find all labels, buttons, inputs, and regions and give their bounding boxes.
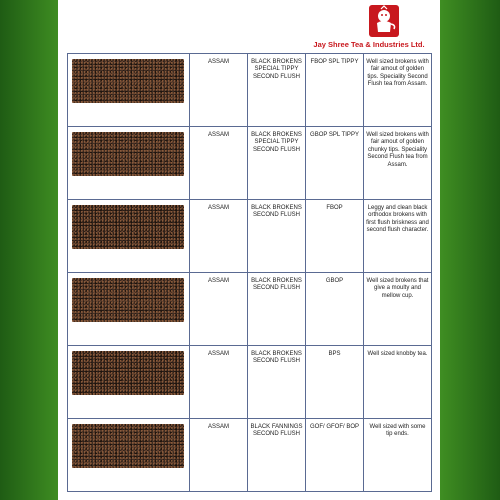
origin-cell: ASSAM xyxy=(190,273,248,346)
tea-leaf-image xyxy=(72,424,184,468)
tea-grades-table xyxy=(67,53,432,492)
description-cell: Well sized brokens that give a moulty and mellow cup. xyxy=(364,273,432,346)
code-cell: GBOP xyxy=(306,273,364,346)
table-row xyxy=(68,273,432,346)
grade-cell: BLACK FANNINGS SECOND FLUSH xyxy=(248,419,306,492)
company-name: Jay Shree Tea & Industries Ltd. xyxy=(313,40,425,49)
origin-cell: ASSAM xyxy=(190,127,248,200)
origin-cell: ASSAM xyxy=(190,346,248,419)
table-row xyxy=(68,419,432,492)
description-cell: Well sized brokens with fair amout of golden chunky tips. Speciality Second Flush tea from Assam. xyxy=(364,127,432,200)
description-cell: Leggy and clean black orthodox brokens with first flush briskness and second flush character. xyxy=(364,200,432,273)
tea-leaf-image xyxy=(72,132,184,176)
grade-cell: BLACK BROKENS SECOND FLUSH xyxy=(248,273,306,346)
description-cell: Well sized knobby tea. xyxy=(364,346,432,419)
code-cell: FBOP SPL TIPPY xyxy=(306,54,364,127)
tea-image-cell xyxy=(68,127,190,200)
table-row xyxy=(68,54,432,127)
tea-leaf-image xyxy=(72,59,184,103)
table-row xyxy=(68,346,432,419)
code-cell: GOF/ GFOF/ BOP xyxy=(306,419,364,492)
code-cell: GBOP SPL TIPPY xyxy=(306,127,364,200)
tea-image-cell xyxy=(68,419,190,492)
grade-cell: BLACK BROKENS SECOND FLUSH xyxy=(248,346,306,419)
company-logo xyxy=(369,5,399,37)
tea-leaf-image xyxy=(72,205,184,249)
table-row xyxy=(68,200,432,273)
tea-mascot-icon xyxy=(369,5,399,37)
code-cell: FBOP xyxy=(306,200,364,273)
origin-cell: ASSAM xyxy=(190,200,248,273)
tea-leaf-image xyxy=(72,278,184,322)
tea-image-cell xyxy=(68,200,190,273)
tea-image-cell xyxy=(68,346,190,419)
grade-cell: BLACK BROKENS SECOND FLUSH xyxy=(248,200,306,273)
code-cell: BPS xyxy=(306,346,364,419)
tea-leaf-image xyxy=(72,351,184,395)
description-cell: Well sized brokens with fair amout of golden tips. Speciality Second Flush tea from Assam. xyxy=(364,54,432,127)
header xyxy=(58,0,440,54)
origin-cell: ASSAM xyxy=(190,54,248,127)
description-cell: Well sized with some tip ends. xyxy=(364,419,432,492)
tea-image-cell xyxy=(68,54,190,127)
grade-cell: BLACK BROKENS SPECIAL TIPPY SECOND FLUSH xyxy=(248,54,306,127)
product-page xyxy=(58,0,440,500)
origin-cell: ASSAM xyxy=(190,419,248,492)
grade-cell: BLACK BROKENS SPECIAL TIPPY SECOND FLUSH xyxy=(248,127,306,200)
tea-image-cell xyxy=(68,273,190,346)
table-row xyxy=(68,127,432,200)
